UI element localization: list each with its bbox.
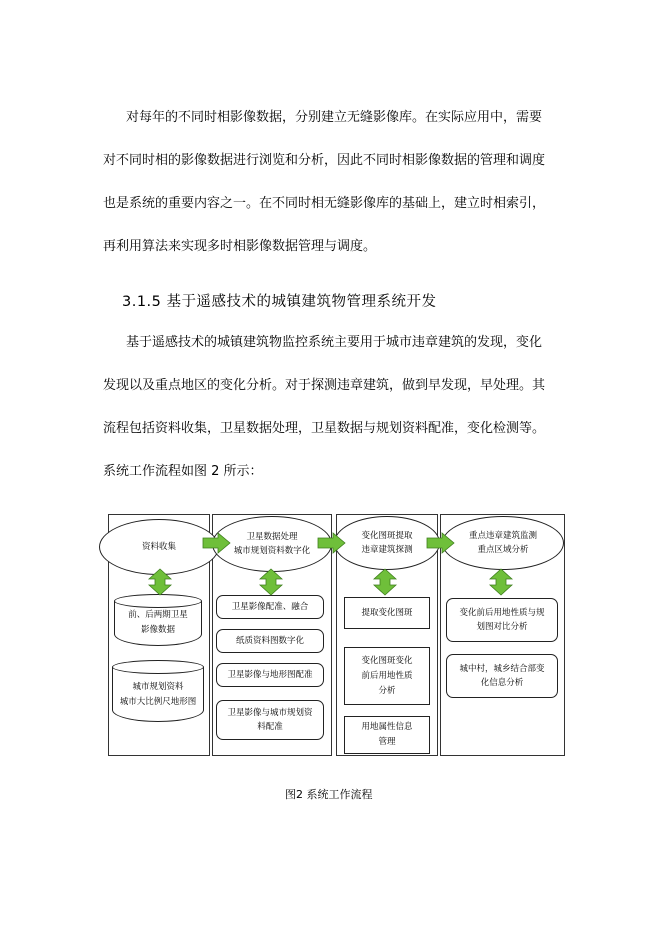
cyl1-line-1: 前、后两期卫星 [128, 610, 188, 620]
figure-caption: 图2 系统工作流程 [285, 788, 373, 801]
section-number: 3.1.5 [122, 294, 162, 310]
cylinder-satellite-images [114, 594, 202, 646]
ellipse-satellite-processing [212, 516, 332, 572]
box-urban-village-analysis [446, 654, 558, 698]
box4-2-line-2: 化信息分析 [480, 678, 524, 688]
ellipse-data-collection-label: 资料收集 [141, 542, 176, 552]
para2-line-2: 发现以及重点地区的变化分析。对于探测违章建筑，做到早发现，早处理。其 [103, 378, 546, 393]
box2-2-label: 纸质资料图数字化 [235, 636, 304, 646]
box2-4-line-1: 卫星影像与城市规划资 [227, 708, 313, 718]
box3-2-line-1: 变化图斑变化 [361, 655, 413, 666]
para1-line-3: 也是系统的重要内容之一。在不同时相无缝影像库的基础上，建立时相索引， [103, 196, 546, 211]
box-landuse-planning-comparison [446, 598, 558, 642]
ellipse3-line-1: 变化图斑提取 [361, 531, 413, 541]
ellipse4-line-2: 重点区域分析 [477, 545, 529, 555]
box4-2-line-1: 城中村，城乡结合部变 [459, 664, 545, 674]
para1-line-1: 对每年的不同时相影像数据，分别建立无缝影像库。在实际应用中，需要 [126, 110, 543, 125]
section-heading [122, 290, 437, 311]
box-landuse-attribute-management [344, 716, 430, 754]
box4-1-line-1: 变化前后用地性质与规 [459, 608, 545, 618]
section-title: 基于遥感技术的城镇建筑物管理系统开发 [166, 294, 437, 310]
box3-2-line-3: 分析 [378, 685, 396, 696]
ellipse2-line-2: 城市规划资料数字化 [233, 546, 311, 556]
box3-2-line-2: 前后用地性质 [361, 670, 413, 681]
para1-line-2: 对不同时相的影像数据进行浏览和分析，因此不同时相影像数据的管理和调度 [103, 153, 546, 168]
box-landuse-change-analysis [344, 647, 430, 705]
box3-3-line-2: 管理 [378, 737, 396, 747]
ellipse2-line-1: 卫星数据处理 [246, 532, 298, 542]
box2-3-label: 卫星影像与地形图配准 [227, 670, 313, 680]
cylinder-planning-data [112, 660, 204, 722]
box2-4-line-2: 料配准 [257, 722, 283, 732]
box-image-planning-registration [216, 700, 324, 740]
box3-1-label: 提取变化图斑 [361, 607, 413, 618]
para2-line-3: 流程包括资料收集，卫星数据处理，卫星数据与规划资料配准，变化检测等。 [103, 421, 546, 436]
box-image-topo-registration [216, 663, 324, 687]
cyl2-line-1: 城市规划资料 [132, 682, 184, 692]
box2-1-label: 卫星影像配准、融合 [231, 602, 309, 612]
para2-line-4: 系统工作流程如图 2 所示： [103, 464, 263, 479]
para1-line-4: 再利用算法来实现多时相影像数据管理与调度。 [103, 239, 377, 254]
ellipse3-line-2: 违章建筑探测 [361, 545, 413, 555]
box3-3-line-1: 用地属性信息 [361, 722, 413, 732]
cyl2-line-2: 城市大比例尺地形图 [119, 697, 197, 707]
box-paper-digitize [216, 629, 324, 653]
ellipse-key-monitoring [442, 516, 564, 570]
ellipse-change-extraction [334, 516, 440, 570]
box4-1-line-2: 划图对比分析 [476, 622, 528, 632]
ellipse4-line-1: 重点违章建筑监测 [468, 531, 537, 541]
ellipse-data-collection [99, 519, 219, 575]
para2-line-1: 基于遥感技术的城镇建筑物监控系统主要用于城市违章建筑的发现，变化 [126, 335, 543, 350]
box-extract-change-patches [344, 597, 430, 629]
cyl1-line-2: 影像数据 [140, 625, 175, 635]
box-image-registration-fusion [216, 595, 324, 619]
